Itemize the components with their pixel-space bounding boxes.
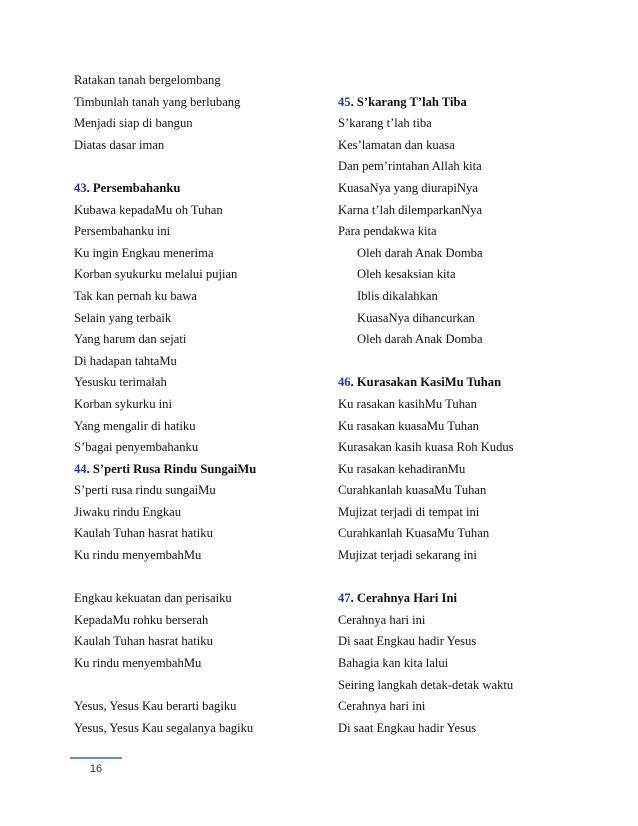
- right-spacer: [338, 70, 628, 92]
- song-title-text: . Kurasakan KasiMu Tuhan: [350, 375, 502, 390]
- lyric-line: Korban syukurku melalui pujian: [74, 267, 238, 282]
- lyric-line: Selain yang terbaik: [74, 310, 172, 325]
- right-spacer: [338, 567, 628, 589]
- lyric-line: Ku rindu menyembahMu: [74, 656, 202, 671]
- lyric-line: Oleh darah Anak Domba: [357, 332, 483, 347]
- lyric-line: Engkau kekuatan dan perisaiku: [74, 591, 232, 606]
- song-title-text: . Persembahanku: [86, 180, 181, 195]
- lyric-line: Kubawa kepadaMu oh Tuhan: [74, 202, 223, 217]
- footer-rule: [70, 757, 122, 759]
- left-spacer: [74, 567, 314, 589]
- song-title-text: . Cerahnya Hari Ini: [350, 591, 457, 606]
- lyric-line: Curahkanlah KuasaMu Tuhan: [338, 526, 490, 541]
- lyric-line: Yang harum dan sejati: [74, 332, 187, 347]
- lyric-line: Di saat Engkau hadir Yesus: [338, 720, 477, 735]
- left-spacer: [74, 675, 314, 697]
- song-title: [74, 178, 314, 200]
- lyric-line: Timbunlah tanah yang berlubang: [74, 94, 241, 109]
- lyric-line: Kaulah Tuhan hasrat hatiku: [74, 526, 213, 541]
- song-title-text: . S’karang T’lah Tiba: [350, 94, 467, 109]
- lyric-line: Di saat Engkau hadir Yesus: [338, 634, 477, 649]
- lyric-line: Ku rasakan kuasaMu Tuhan: [338, 418, 479, 433]
- lyric-line: Kaulah Tuhan hasrat hatiku: [74, 634, 213, 649]
- right-column: [338, 70, 628, 739]
- lyric-line: Ratakan tanah bergelombang: [74, 73, 221, 87]
- lyric-line: KuasaNya dihancurkan: [357, 310, 475, 325]
- lyric-line: Jiwaku rindu Engkau: [74, 504, 182, 519]
- song-title: [338, 588, 628, 610]
- song-title: [74, 459, 314, 481]
- lyric-line: Korban sykurku ini: [74, 396, 172, 411]
- lyric-line: Di hadapan tahtaMu: [74, 353, 177, 368]
- right-spacer: [338, 351, 628, 373]
- lyric-line: Dan pem’rintahan Allah kita: [338, 159, 482, 174]
- left-column: [74, 70, 314, 739]
- lyric-line: Yesus, Yesus Kau segalanya bagiku: [74, 720, 254, 735]
- lyric-line: Curahkanlah kuasaMu Tuhan: [338, 483, 487, 498]
- left-spacer: [74, 156, 314, 178]
- lyric-line: Kurasakan kasih kuasa Roh Kudus: [338, 440, 514, 455]
- lyric-line: Cerahnya hari ini: [338, 612, 426, 627]
- lyric-line: Persembahanku ini: [74, 224, 171, 239]
- lyric-line: Ku rasakan kasihMu Tuhan: [338, 396, 477, 411]
- lyric-line: Yesusku terimalah: [74, 375, 167, 390]
- lyric-line: Menjadi siap di bangun: [74, 116, 193, 131]
- song-number: 46: [338, 375, 351, 390]
- lyric-line: Iblis dikalahkan: [357, 288, 438, 303]
- song-title-text: . S’perti Rusa Rindu SungaiMu: [86, 461, 257, 476]
- page-number: 16: [89, 763, 103, 775]
- lyric-line: Ku ingin Engkau menerima: [74, 245, 214, 260]
- lyric-line: Oleh darah Anak Domba: [357, 245, 483, 260]
- lyric-line: Seiring langkah detak-detak waktu: [338, 677, 514, 692]
- lyric-line: Kes’lamatan dan kuasa: [338, 137, 455, 152]
- song-number: 45: [338, 94, 351, 109]
- lyric-line: Para pendakwa kita: [338, 224, 437, 239]
- lyric-line: S’perti rusa rindu sungaiMu: [74, 483, 216, 498]
- lyric-line: Yang mengalir di hatiku: [74, 418, 196, 433]
- lyric-line: Tak kan pernah ku bawa: [74, 288, 197, 303]
- lyric-line: KepadaMu rohku berserah: [74, 612, 209, 627]
- lyric-line: Ku rindu menyembahMu: [74, 548, 202, 563]
- lyric-line: S’karang t’lah tiba: [338, 116, 432, 131]
- lyric-line: Cerahnya hari ini: [338, 699, 426, 714]
- lyric-line: Karna t’lah dilemparkanNya: [338, 202, 483, 217]
- song-number: 43: [74, 180, 87, 195]
- lyric-line: KuasaNya yang diurapiNya: [338, 180, 478, 195]
- song-number: 47: [338, 591, 351, 606]
- lyric-line: Oleh kesaksian kita: [357, 267, 456, 282]
- song-title: [338, 92, 628, 114]
- lyric-line: S’bagai penyembahanku: [74, 440, 199, 455]
- lyric-line: Bahagia kan kita lalui: [338, 656, 449, 671]
- lyric-line: Ku rasakan kehadiranMu: [338, 461, 466, 476]
- lyric-line: Diatas dasar iman: [74, 137, 165, 152]
- song-number: 44: [74, 461, 87, 476]
- lyric-line: Yesus, Yesus Kau berarti bagiku: [74, 699, 237, 714]
- song-title: [338, 372, 628, 394]
- lyric-line: Mujizat terjadi sekarang ini: [338, 548, 477, 563]
- lyric-line: Mujizat terjadi di tempat ini: [338, 504, 480, 519]
